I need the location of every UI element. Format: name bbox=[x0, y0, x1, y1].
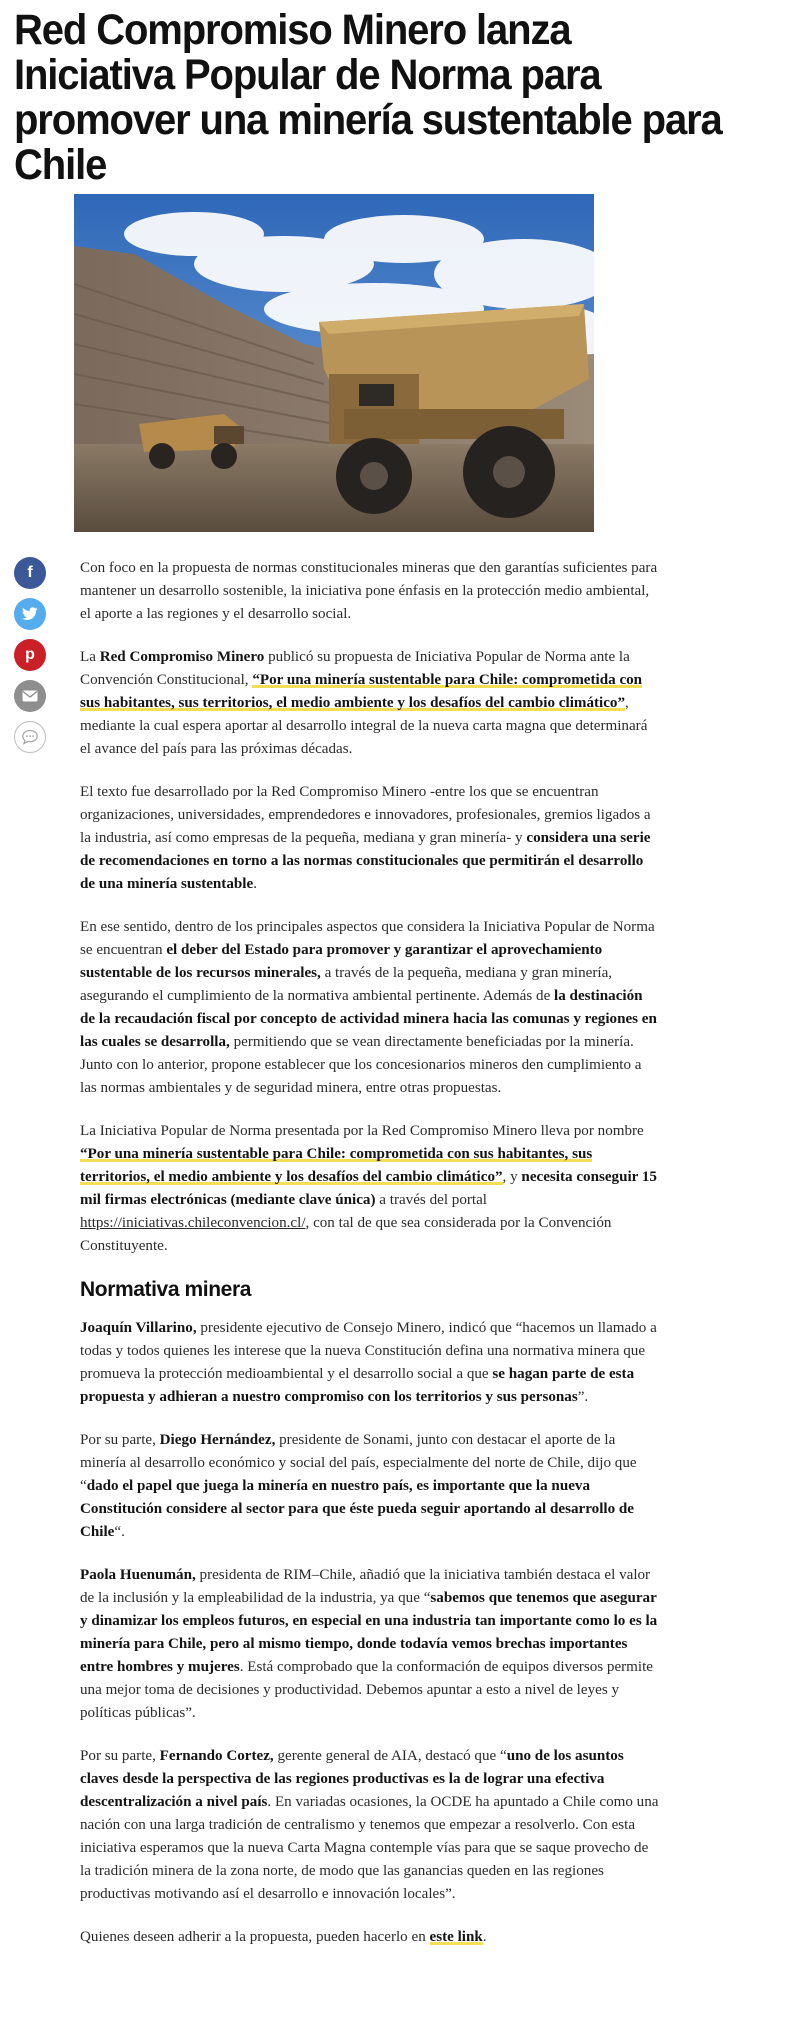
section-heading: Normativa minera bbox=[80, 1278, 252, 1301]
text: presidente ejecutivo de Consejo Minero, indicó que “hacemos un llamado a todas y todos quienes les interese que la nueva Constitución defina una normativa minera que promueva la protección medioambiental y el desarrollo social a que bbox=[80, 1320, 657, 1382]
text: Por su parte, bbox=[80, 1748, 160, 1764]
comment-button[interactable] bbox=[14, 721, 46, 753]
org-name: Red Compromiso Minero bbox=[99, 649, 265, 665]
paragraph-6 bbox=[80, 1317, 660, 1409]
facebook-share-button[interactable] bbox=[14, 557, 46, 589]
text: En ese sentido, dentro de los principales aspectos que considera la Iniciativa Popular de Norma se encuentran bbox=[80, 919, 655, 958]
paragraph-8 bbox=[80, 1564, 660, 1725]
text: ”. bbox=[577, 1389, 589, 1405]
portal-url-link[interactable]: https://iniciativas.chileconvencion.cl/ bbox=[80, 1215, 306, 1231]
twitter-share-button[interactable] bbox=[14, 598, 46, 630]
adhere-link[interactable]: este link bbox=[429, 1929, 483, 1945]
text: . bbox=[253, 876, 257, 892]
pinterest-share-button[interactable] bbox=[14, 639, 46, 671]
paragraph-2 bbox=[80, 646, 660, 761]
paragraph-5 bbox=[80, 1120, 660, 1258]
text: publicó su propuesta de Iniciativa Popular de Norma ante la Convención Constitucional, bbox=[80, 649, 630, 688]
social-share-bar bbox=[14, 557, 48, 762]
emphasis: sabemos que tenemos que asegurar y dinamizar los empleos futuros, en especial en una industria tan importante como lo es la minería para Chile, pero al mismo tiempo, donde todavía vemos brechas importantes entre hombres y mujeres bbox=[80, 1590, 658, 1675]
text: Quienes deseen adherir a la propuesta, pueden hacerlo en bbox=[80, 1929, 430, 1945]
emphasis: se hagan parte de esta propuesta y adhieran a nuestro compromiso con los territorios y sus personas bbox=[80, 1366, 635, 1405]
envelope-icon bbox=[22, 690, 38, 702]
text: a través de la pequeña, mediana y gran minería, asegurando el cumplimiento de la normativa ambiental pertinente. Además de bbox=[80, 965, 613, 1004]
text: El texto fue desarrollado por la Red Compromiso Minero -entre los que se encuentran organizaciones, universidades, emprendedores e innovadores, profesionales, gremios ligados a la industria, así como empresas de la pequeña, mediana y gran minería- y bbox=[80, 784, 651, 846]
text: Por su parte, bbox=[80, 1432, 160, 1448]
person-name: Paola Huenumán, bbox=[80, 1567, 196, 1583]
proposal-link[interactable]: “Por una minería sustentable para Chile: comprometida con sus habitantes, sus territorios, el medio ambiente y los desafíos del cambio climático” bbox=[80, 672, 643, 711]
facebook-icon: f bbox=[27, 564, 33, 581]
text: presidente de Sonami, junto con destacar el aporte de la minería al desarrollo económico y social del país, especialmente del norte de Chile, dijo que “ bbox=[80, 1432, 637, 1494]
proposal-name-link[interactable]: “Por una minería sustentable para Chile: comprometida con sus habitantes, sus territorios, el medio ambiente y los desafíos del cambio climático” bbox=[80, 1146, 593, 1185]
paragraph-7 bbox=[80, 1429, 660, 1544]
paragraph-10 bbox=[80, 1926, 660, 1949]
paragraph-9 bbox=[80, 1745, 660, 1906]
lead-paragraph: Con foco en la propuesta de normas constitucionales mineras que den garantías suficientes para mantener un desarrollo sostenible, la iniciativa pone énfasis en la protección medio ambiental, el aporte a las regiones y el desarrollo social. bbox=[80, 560, 658, 622]
text: La Iniciativa Popular de Norma presentada por la Red Compromiso Minero lleva por nombre bbox=[80, 1123, 644, 1139]
article-title: Red Compromiso Minero lanza Iniciativa Popular de Norma para promover una minería sustentable para Chile bbox=[14, 6, 722, 189]
comment-icon bbox=[21, 729, 39, 745]
text: . bbox=[482, 1929, 487, 1945]
text: presidenta de RIM–Chile, añadió que la iniciativa también destaca el valor de la inclusión y la empleabilidad de la industria, ya que “ bbox=[80, 1567, 651, 1606]
hero-image-mining-trucks bbox=[74, 194, 594, 532]
text: La bbox=[80, 649, 100, 665]
text: a través del portal bbox=[375, 1192, 487, 1208]
text: gerente general de AIA, destacó que “ bbox=[273, 1748, 507, 1764]
twitter-icon bbox=[22, 607, 38, 621]
emphasis: considera una serie de recomendaciones en torno a las normas constitucionales que permitirán el desarrollo de una minería sustentable bbox=[80, 830, 651, 892]
pinterest-icon: p bbox=[25, 646, 35, 663]
text: “. bbox=[114, 1524, 125, 1540]
emphasis: el deber del Estado para promover y garantizar el aprovechamiento sustentable de los recursos minerales, bbox=[80, 942, 603, 981]
emphasis: la destinación de la recaudación fiscal por concepto de actividad minera hacia las comunas y regiones en las cuales se desarrolla, bbox=[80, 988, 657, 1050]
email-share-button[interactable] bbox=[14, 680, 46, 712]
emphasis: uno de los asuntos claves desde la perspectiva de las regiones productivas es la de lograr una efectiva descentralización a nivel país bbox=[80, 1748, 624, 1810]
person-name: Joaquín Villarino, bbox=[80, 1320, 197, 1336]
text: , con tal de que sea considerada por la Convención Constituyente. bbox=[80, 1215, 612, 1254]
emphasis: dado el papel que juega la minería en nuestro país, es importante que la nueva Constitución considere al sector para que éste pueda seguir aportando al desarrollo de Chile bbox=[80, 1478, 635, 1540]
paragraph-3 bbox=[80, 781, 660, 896]
text: . En variadas ocasiones, la OCDE ha apuntado a Chile como una nación con una larga tradición de centralismo y tenemos que empezar a resolverlo. Con esta iniciativa esperamos que la nueva Carta Magna contemple vías para que se saque provecho de la tradición minera de la zona norte, de modo que las ganancias queden en las regiones productivas motivando así el desarrollo e innovación locales”. bbox=[80, 1794, 659, 1902]
emphasis: necesita conseguir 15 mil firmas electrónicas (mediante clave única) bbox=[80, 1169, 657, 1208]
person-name: Diego Hernández, bbox=[159, 1432, 276, 1448]
text: permitiendo que se vean directamente beneficiadas por la minería. Junto con lo anterior, propone establecer que los concesionarios mineros den cumplimiento a las normas ambientales y de seguridad minera, entre otras propuestas. bbox=[80, 1034, 642, 1096]
article-body bbox=[80, 557, 660, 1969]
text: , mediante la cual espera aportar al desarrollo integral de la nueva carta magna que determinará el avance del país para las próximas décadas. bbox=[80, 695, 648, 757]
text: . Está comprobado que la conformación de equipos diversos permite una mejor toma de decisiones y productividad. Debemos apuntar a esto a nivel de leyes y políticas públicas”. bbox=[80, 1659, 653, 1721]
person-name: Fernando Cortez, bbox=[159, 1748, 274, 1764]
text: , y bbox=[502, 1169, 522, 1185]
paragraph-4 bbox=[80, 916, 660, 1100]
